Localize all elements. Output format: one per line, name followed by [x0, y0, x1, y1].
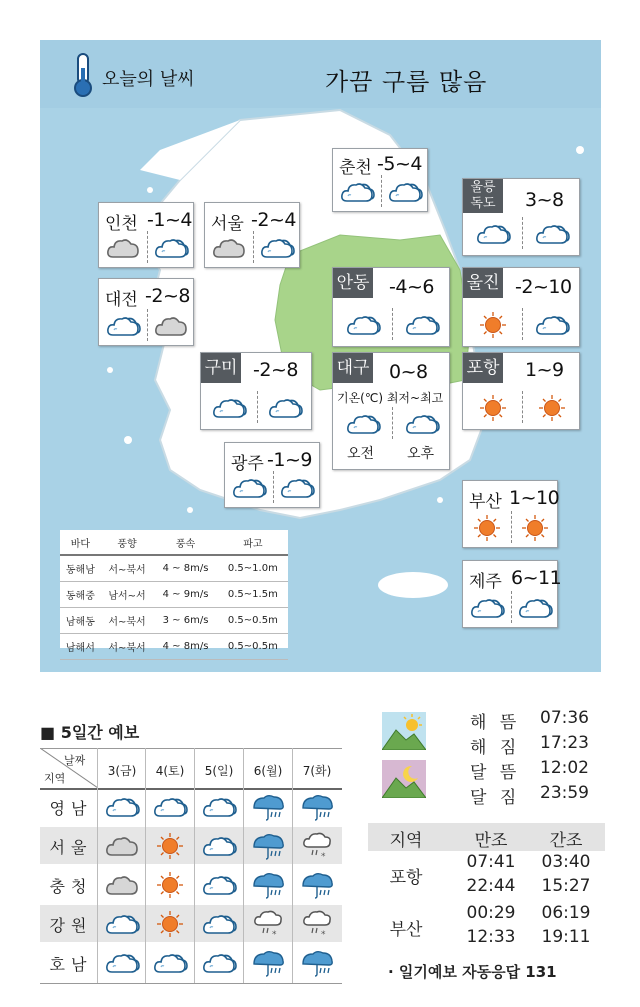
- city-temp: 1~10: [509, 487, 560, 509]
- moonrise-time: 12:02: [540, 758, 589, 778]
- snow-rain-icon: [299, 831, 335, 865]
- sea-header: 바다: [60, 530, 101, 555]
- am-pm-divider: [522, 308, 523, 340]
- temp-legend-label: 기온(℃) 최저~최고: [337, 391, 444, 405]
- sea-header: 풍속: [153, 530, 217, 555]
- tide-high: 07:41: [466, 852, 516, 872]
- city-temp: -5~4: [377, 153, 422, 175]
- sea-cell: 서~북서: [101, 555, 154, 582]
- city-name: 제주: [469, 572, 502, 592]
- jeju-island: [378, 572, 448, 598]
- city-name: 서울: [211, 214, 244, 234]
- am-pm-divider: [522, 391, 523, 423]
- header-title: 오늘의 날씨: [102, 69, 195, 90]
- forecast-region: 강원: [49, 916, 93, 935]
- forecast-region: 충청: [49, 877, 93, 896]
- svg-text:*: *: [321, 930, 326, 939]
- sea-row: [60, 555, 288, 582]
- header-summary: 가끔 구름 많음: [325, 68, 488, 96]
- forecast-day-header: 3(금): [107, 764, 137, 778]
- city-box: [98, 202, 194, 268]
- tide-header-high: 만조: [474, 831, 508, 851]
- sea-row: [60, 634, 288, 660]
- partly-cloudy-icon: [152, 948, 188, 982]
- am-pm-divider: [381, 175, 382, 207]
- partly-cloudy-icon: [153, 233, 189, 267]
- sea-cell: 0.5~1.0m: [218, 555, 288, 582]
- city-temp: -2~8: [145, 285, 190, 307]
- sunrise-mountain-icon: [382, 712, 426, 750]
- city-name: 부산: [469, 492, 502, 512]
- city-box: [462, 267, 580, 347]
- footer-hotline: · 일기예보 자동응답 131: [388, 963, 557, 981]
- partly-cloudy-icon: [345, 409, 381, 443]
- partly-cloudy-icon: [534, 219, 570, 253]
- partly-cloudy-icon: [267, 393, 303, 427]
- city-name: 인천: [105, 214, 138, 234]
- sea-cell: 4 ~ 8m/s: [153, 634, 217, 660]
- forecast-row: [40, 944, 342, 981]
- moonset-time: 23:59: [540, 783, 589, 803]
- sea-header: 풍향: [101, 530, 154, 555]
- city-box: [462, 352, 580, 430]
- cloudy-icon: [105, 233, 141, 267]
- tide-low: 06:19: [541, 903, 591, 923]
- sea-cell: 동해중: [60, 582, 101, 608]
- sea-cell: 4 ~ 8m/s: [153, 555, 217, 582]
- partly-cloudy-icon: [201, 909, 237, 943]
- sunrise-label: 해 뜸: [470, 713, 521, 733]
- tide-region: 부산: [389, 920, 423, 940]
- city-box: [200, 352, 312, 430]
- forecast-row: [40, 866, 342, 903]
- sea-cell: 남해동: [60, 608, 101, 634]
- forecast-title: ■ 5일간 예보: [40, 723, 140, 742]
- am-pm-divider: [392, 308, 393, 340]
- rain-cloud-icon: [299, 792, 335, 826]
- sea-row: [60, 582, 288, 608]
- sunset-time: 17:23: [540, 733, 589, 753]
- rain-cloud-icon: [250, 870, 286, 904]
- partly-cloudy-icon: [475, 219, 511, 253]
- cloudy-icon: [211, 233, 247, 267]
- city-temp: -2~10: [515, 276, 572, 298]
- moonset-label: 달 짐: [470, 788, 521, 808]
- weather-map-card: [40, 40, 601, 672]
- city-box: [98, 278, 194, 346]
- partly-cloudy-icon: [152, 792, 188, 826]
- city-box: [462, 480, 558, 548]
- forecast-region: 호남: [49, 955, 93, 974]
- sea-cell: 남해서: [60, 634, 101, 660]
- partly-cloudy-icon: [404, 310, 440, 344]
- cloudy-icon: [104, 831, 140, 865]
- tide-header-low: 간조: [549, 831, 583, 851]
- partly-cloudy-icon: [259, 233, 295, 267]
- am-pm-divider: [253, 231, 254, 263]
- city-box: [224, 442, 320, 508]
- forecast-row: [40, 827, 342, 864]
- cloudy-icon: [153, 311, 189, 345]
- snow-rain-icon: [250, 909, 286, 943]
- sea-cell: 남서~서: [101, 582, 154, 608]
- partly-cloudy-icon: [231, 473, 267, 507]
- rain-cloud-icon: [299, 870, 335, 904]
- city-temp: 3~8: [525, 189, 564, 211]
- city-temp: -2~4: [251, 209, 296, 231]
- forecast-day-header: 5(일): [204, 764, 234, 778]
- sea-cell: 3 ~ 6m/s: [153, 608, 217, 634]
- rain-cloud-icon: [250, 831, 286, 865]
- sunny-icon: [469, 513, 505, 547]
- rain-cloud-icon: [250, 948, 286, 982]
- partly-cloudy-icon: [201, 831, 237, 865]
- legend-pm: 오후: [407, 446, 435, 462]
- moonrise-mountain-icon: [382, 760, 426, 798]
- sunny-icon: [152, 909, 188, 943]
- city-name-tag: 포항: [463, 353, 503, 383]
- city-temp: 1~9: [525, 359, 564, 381]
- sea-cell: 0.5~0.5m: [218, 634, 288, 660]
- sunrise-time: 07:36: [540, 708, 589, 728]
- tide-low: 19:11: [541, 927, 591, 947]
- sunny-icon: [475, 310, 511, 344]
- snow-rain-icon: [299, 909, 335, 943]
- sea-cell: 0.5~0.5m: [218, 608, 288, 634]
- city-box: [332, 352, 450, 470]
- city-name: 광주: [231, 454, 264, 474]
- city-name: 춘천: [339, 158, 372, 178]
- sunny-icon: [152, 870, 188, 904]
- partly-cloudy-icon: [201, 948, 237, 982]
- city-box: [332, 267, 450, 347]
- city-name-tag: 구미: [201, 353, 241, 383]
- am-pm-divider: [522, 217, 523, 249]
- sea-table: [60, 530, 288, 654]
- forecast-grid: [40, 748, 342, 983]
- sea-cell: 0.5~1.5m: [218, 582, 288, 608]
- sea-cell: 서~북서: [101, 608, 154, 634]
- sea-cell: 동해남: [60, 555, 101, 582]
- cloudy-icon: [104, 870, 140, 904]
- forecast-region: 영남: [49, 799, 93, 818]
- city-temp: 0~8: [389, 361, 428, 383]
- sea-cell: 서~북서: [101, 634, 154, 660]
- sunny-icon: [534, 393, 570, 427]
- legend-am: 오전: [347, 446, 375, 462]
- city-name-tag: 울릉 독도: [463, 179, 503, 213]
- partly-cloudy-icon: [387, 177, 423, 211]
- partly-cloudy-icon: [534, 310, 570, 344]
- corner-region-label: 지역: [44, 772, 66, 785]
- partly-cloudy-icon: [517, 593, 553, 627]
- am-pm-divider: [147, 309, 148, 341]
- city-temp: 6~11: [511, 567, 562, 589]
- city-temp: -2~8: [253, 359, 298, 381]
- partly-cloudy-icon: [345, 310, 381, 344]
- city-temp: -1~9: [267, 449, 312, 471]
- tide-region: 포항: [389, 868, 423, 888]
- rain-cloud-icon: [250, 792, 286, 826]
- sunny-icon: [475, 393, 511, 427]
- city-temp: -1~4: [147, 209, 192, 231]
- partly-cloudy-icon: [104, 948, 140, 982]
- partly-cloudy-icon: [104, 792, 140, 826]
- sunset-label: 해 짐: [470, 738, 521, 758]
- city-temp: -4~6: [389, 276, 434, 298]
- sea-row: [60, 608, 288, 634]
- city-box: [462, 178, 580, 256]
- am-pm-divider: [511, 591, 512, 623]
- forecast-day-header: 6(월): [253, 764, 283, 778]
- partly-cloudy-icon: [201, 792, 237, 826]
- forecast-region: 서울: [49, 838, 93, 857]
- am-pm-divider: [257, 391, 258, 423]
- city-name-tag: 안동: [333, 268, 373, 298]
- tide-high: 00:29: [466, 903, 516, 923]
- forecast-row: [40, 788, 342, 825]
- city-name: 대전: [105, 290, 138, 310]
- tide-low: 15:27: [541, 876, 591, 896]
- corner-date-label: 날짜: [64, 754, 86, 767]
- partly-cloudy-icon: [104, 909, 140, 943]
- city-name-tag: 울진: [463, 268, 503, 298]
- moonrise-label: 달 뜸: [470, 763, 521, 783]
- partly-cloudy-icon: [211, 393, 247, 427]
- sunny-icon: [152, 831, 188, 865]
- sunny-icon: [517, 513, 553, 547]
- thermometer-icon: [73, 52, 93, 98]
- partly-cloudy-icon: [469, 593, 505, 627]
- forecast-row: [40, 905, 342, 942]
- tide-high: 22:44: [466, 876, 516, 896]
- tide-low: 03:40: [541, 852, 591, 872]
- sea-header: 파고: [218, 530, 288, 555]
- sea-cell: 4 ~ 9m/s: [153, 582, 217, 608]
- city-box: [332, 148, 428, 212]
- am-pm-divider: [273, 471, 274, 503]
- am-pm-divider: [147, 231, 148, 263]
- partly-cloudy-icon: [105, 311, 141, 345]
- tide-header-region: 지역: [389, 831, 423, 851]
- partly-cloudy-icon: [404, 409, 440, 443]
- city-box: [204, 202, 300, 268]
- partly-cloudy-icon: [201, 870, 237, 904]
- svg-text:*: *: [272, 930, 277, 939]
- rain-cloud-icon: [299, 948, 335, 982]
- forecast-day-header: 7(화): [302, 764, 332, 778]
- partly-cloudy-icon: [279, 473, 315, 507]
- am-pm-divider: [392, 407, 393, 439]
- svg-text:*: *: [321, 852, 326, 861]
- forecast-day-header: 4(토): [155, 764, 185, 778]
- partly-cloudy-icon: [339, 177, 375, 211]
- tide-high: 12:33: [466, 927, 516, 947]
- city-box: [462, 560, 562, 628]
- city-name-tag: 대구: [333, 353, 373, 383]
- am-pm-divider: [511, 511, 512, 543]
